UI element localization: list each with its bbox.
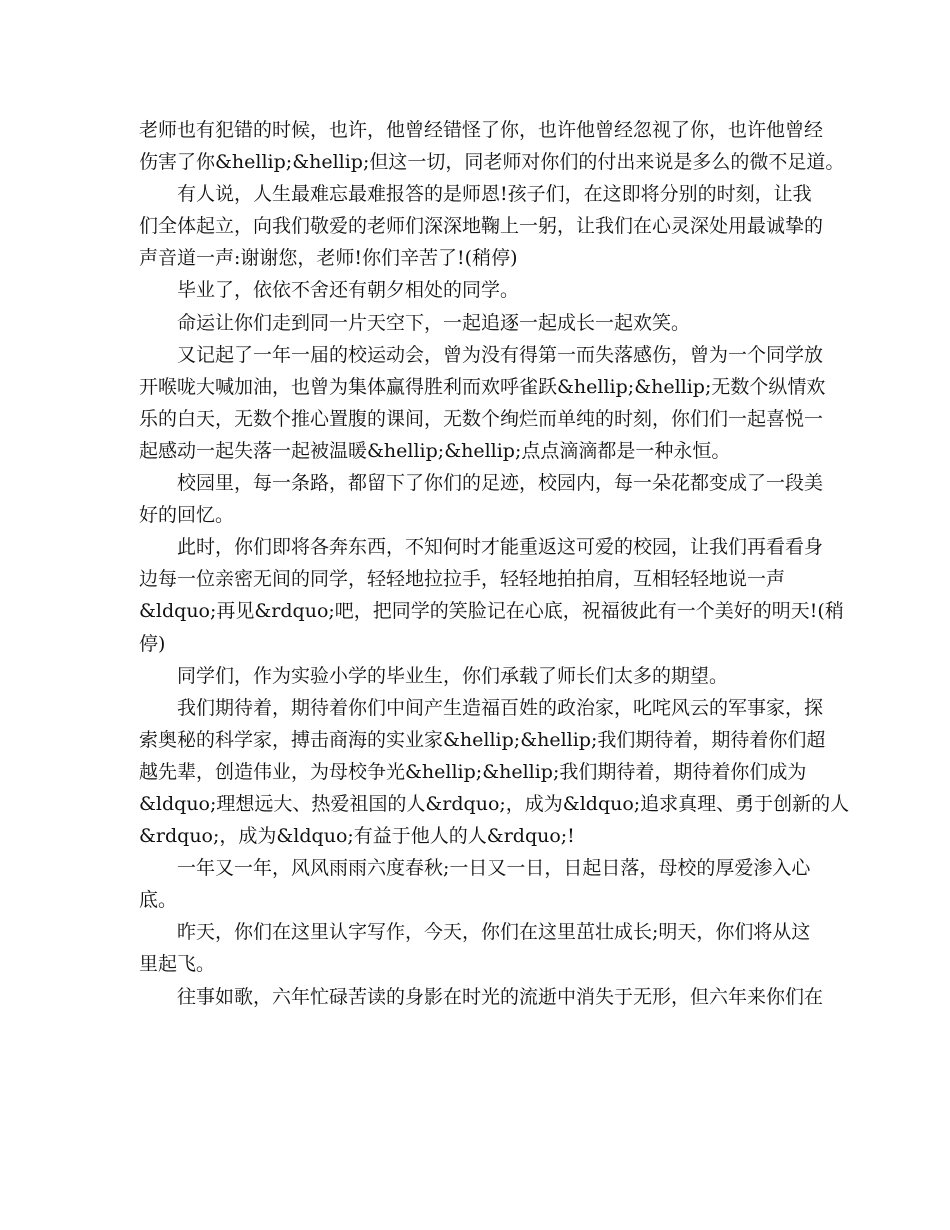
text-line: 此时，你们即将各奔东西，不知何时才能重返这可爱的校园，让我们再看看身 <box>177 536 824 559</box>
text-line: 开喉咙大喊加油，也曾为集体赢得胜利而欢呼雀跃&hellip;&hellip;无数个纵情欢 <box>139 375 826 398</box>
text-line: 毕业了，依依不舍还有朝夕相处的同学。 <box>177 279 520 302</box>
text-line: 声音道一声:谢谢您，老师!你们辛苦了!(稍停) <box>139 247 518 270</box>
text-line: 停) <box>139 632 166 655</box>
text-line: &ldquo;理想远大、热爱祖国的人&rdquo;，成为&ldquo;追求真理、勇于创新的人 <box>139 792 850 815</box>
text-line: 边每一位亲密无间的同学，轻轻地拉拉手，轻轻地拍拍肩，互相轻轻地说一声 <box>139 568 786 591</box>
text-line: 一年又一年，风风雨雨六度春秋;一日又一日，日起日落，母校的厚爱渗入心 <box>177 857 811 880</box>
text-line: 昨天，你们在这里认字写作，今天，你们在这里茁壮成长;明天，你们将从这 <box>177 921 811 944</box>
text-line: 命运让你们走到同一片天空下，一起追逐一起成长一起欢笑。 <box>177 311 691 334</box>
text-line: 里起飞。 <box>139 953 216 976</box>
text-line: 越先辈，创造伟业，为母校争光&hellip;&hellip;我们期待着，期待着你们成为 <box>139 760 807 783</box>
text-line: 底。 <box>139 889 178 912</box>
text-line: 往事如歌，六年忙碌苦读的身影在时光的流逝中消失于无形，但六年来你们在 <box>177 985 824 1008</box>
document-body <box>139 114 850 1013</box>
text-line: 们全体起立，向我们敬爱的老师们深深地鞠上一躬，让我们在心灵深处用最诚挚的 <box>139 215 824 238</box>
text-line: 好的回忆。 <box>139 504 235 527</box>
text-line: 起感动一起失落一起被温暖&hellip;&hellip;点点滴滴都是一种永恒。 <box>139 439 731 462</box>
text-line: 伤害了你&hellip;&hellip;但这一切，同老师对你们的付出来说是多么的微不足道。 <box>139 151 845 174</box>
text-line: 乐的白天，无数个推心置腹的课间，无数个绚烂而单纯的时刻，你们们一起喜悦一 <box>139 407 824 430</box>
text-line: &ldquo;再见&rdquo;吧，把同学的笑脸记在心底，祝福彼此有一个美好的明天!(稍 <box>139 600 844 623</box>
text-line: 索奥秘的科学家，搏击商海的实业家&hellip;&hellip;我们期待着，期待着你们超 <box>139 728 826 751</box>
text-line: 我们期待着，期待着你们中间产生造福百姓的政治家，叱咤风云的军事家，探 <box>177 696 824 719</box>
text-line: 老师也有犯错的时候，也许，他曾经错怪了你，也许他曾经忽视了你，也许他曾经 <box>139 119 824 141</box>
text-line: 同学们，作为实验小学的毕业生，你们承载了师长们太多的期望。 <box>177 664 729 687</box>
text-line: &rdquo;，成为&ldquo;有益于他人的人&rdquo;! <box>139 825 575 848</box>
text-line: 有人说，人生最难忘最难报答的是师恩!孩子们，在这即将分别的时刻，让我 <box>177 183 812 206</box>
text-line: 校园里，每一条路，都留下了你们的足迹，校园内，每一朵花都变成了一段美 <box>177 472 824 495</box>
text-line: 又记起了一年一届的校运动会，曾为没有得第一而失落感伤，曾为一个同学放 <box>177 343 824 366</box>
